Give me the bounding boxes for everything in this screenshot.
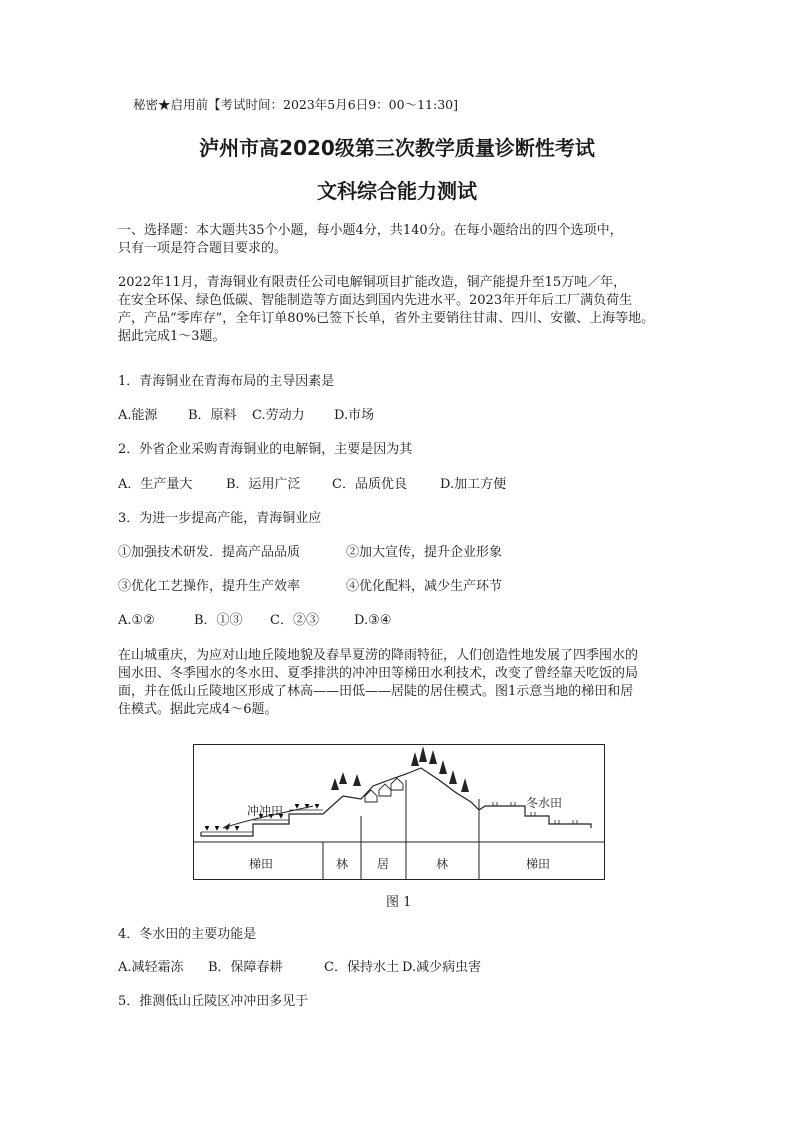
question-4-options [118,959,678,977]
statement-3: ③优化工艺操作，提升生产效率 [118,579,301,594]
exam-title: 泸州市高2020级第三次教学质量诊断性考试 [199,136,595,160]
option-b[interactable]: B．保障春耕 [208,960,283,975]
option-a[interactable]: A.能源 [118,408,158,423]
statement-4: ④优化配料，减少生产环节 [346,579,503,594]
passage-line: 产，产品“零库存”，全年订单80%已签下长单，省外主要销往甘肃、四川、安徽、上海等地。 [118,311,655,326]
question-3-options [118,612,678,630]
section-intro-line: 一、选择题：本大题共35个小题，每小题4分，共140分。在每小题给出的四个选项中， [118,223,623,238]
option-a[interactable]: A.减轻霜冻 [118,960,184,975]
passage-line: 囤水田、冬季囤水的冬水田、夏季排洪的冲冲田等梯田水利技术，改变了曾经靠天吃饭的局 [118,666,639,681]
section-intro [118,222,678,258]
question-2-stem: 2．外省企业采购青海铜业的电解铜，主要是因为其 [118,442,413,457]
question-4-stem: 4．冬水田的主要功能是 [118,927,257,942]
option-a[interactable]: A.①② [118,613,155,628]
passage-line: 在安全环保、绿色低碳、智能制造等方面达到国内先进水平。2023年开年后工厂满负荷生 [118,293,633,308]
exam-subtitle: 文科综合能力测试 [317,179,477,203]
label-winter-water-field: 冬水田 [526,796,563,810]
option-c[interactable]: C．②③ [270,613,319,628]
question-1-options [118,407,678,425]
zone-label-terrace-right: 梯田 [526,857,551,871]
option-c[interactable]: C.劳动力 [252,408,305,423]
option-c[interactable]: C．保持水土 [324,960,399,975]
question-2-options [118,476,678,494]
label-chongchong-field: 冲冲田 [247,804,284,818]
option-d[interactable]: D.减少病虫害 [402,960,482,975]
passage-terraces [118,647,678,719]
option-d[interactable]: D.③④ [354,613,392,628]
question-3-statements-1 [118,544,678,562]
statement-1: ①加强技术研发．提高产品品质 [118,545,301,560]
zone-label-residence: 居 [377,857,390,871]
zone-label-forest-right: 林 [436,857,449,871]
option-b[interactable]: B．运用广泛 [226,477,301,492]
option-a[interactable]: A．生产量大 [118,477,193,492]
option-b[interactable]: B．①③ [194,613,243,628]
section-intro-line: 只有一项是符合题目要求的。 [118,241,288,256]
statement-2: ②加大宣传，提升企业形象 [346,545,503,560]
passage-line: 面，并在低山丘陵地区形成了林高——田低——居陡的居住模式。图1示意当地的梯田和居 [118,684,634,699]
option-b[interactable]: B．原料 [188,408,237,423]
terrace-settlement-figure [193,744,605,881]
passage-line: 据此完成1～3题。 [118,329,226,344]
question-3-stem: 3．为进一步提高产能，青海铜业应 [118,511,322,526]
option-c[interactable]: C．品质优良 [332,477,407,492]
figure-caption: 图 1 [386,895,412,910]
passage-line: 2022年11月，青海铜业有限责任公司电解铜项目扩能改造，铜产能提升至15万吨／年， [118,275,627,290]
option-d[interactable]: D.市场 [334,408,375,423]
question-3-statements-2 [118,578,678,596]
question-5-stem: 5．推测低山丘陵区冲冲田多见于 [118,994,309,1009]
exam-time-header: 秘密★启用前【考试时间：2023年5月6日9：00～11:30] [133,97,458,112]
passage-copper [118,274,678,346]
passage-line: 在山城重庆，为应对山地丘陵地貌及春旱夏涝的降雨特征，人们创造性地发展了四季囤水的 [118,648,639,663]
question-1-stem: 1．青海铜业在青海布局的主导因素是 [118,374,335,389]
option-d[interactable]: D.加工方便 [440,477,507,492]
passage-line: 住模式。据此完成4～6题。 [118,702,278,717]
zone-label-forest-left: 林 [336,857,349,871]
zone-label-terrace-left: 梯田 [249,857,274,871]
